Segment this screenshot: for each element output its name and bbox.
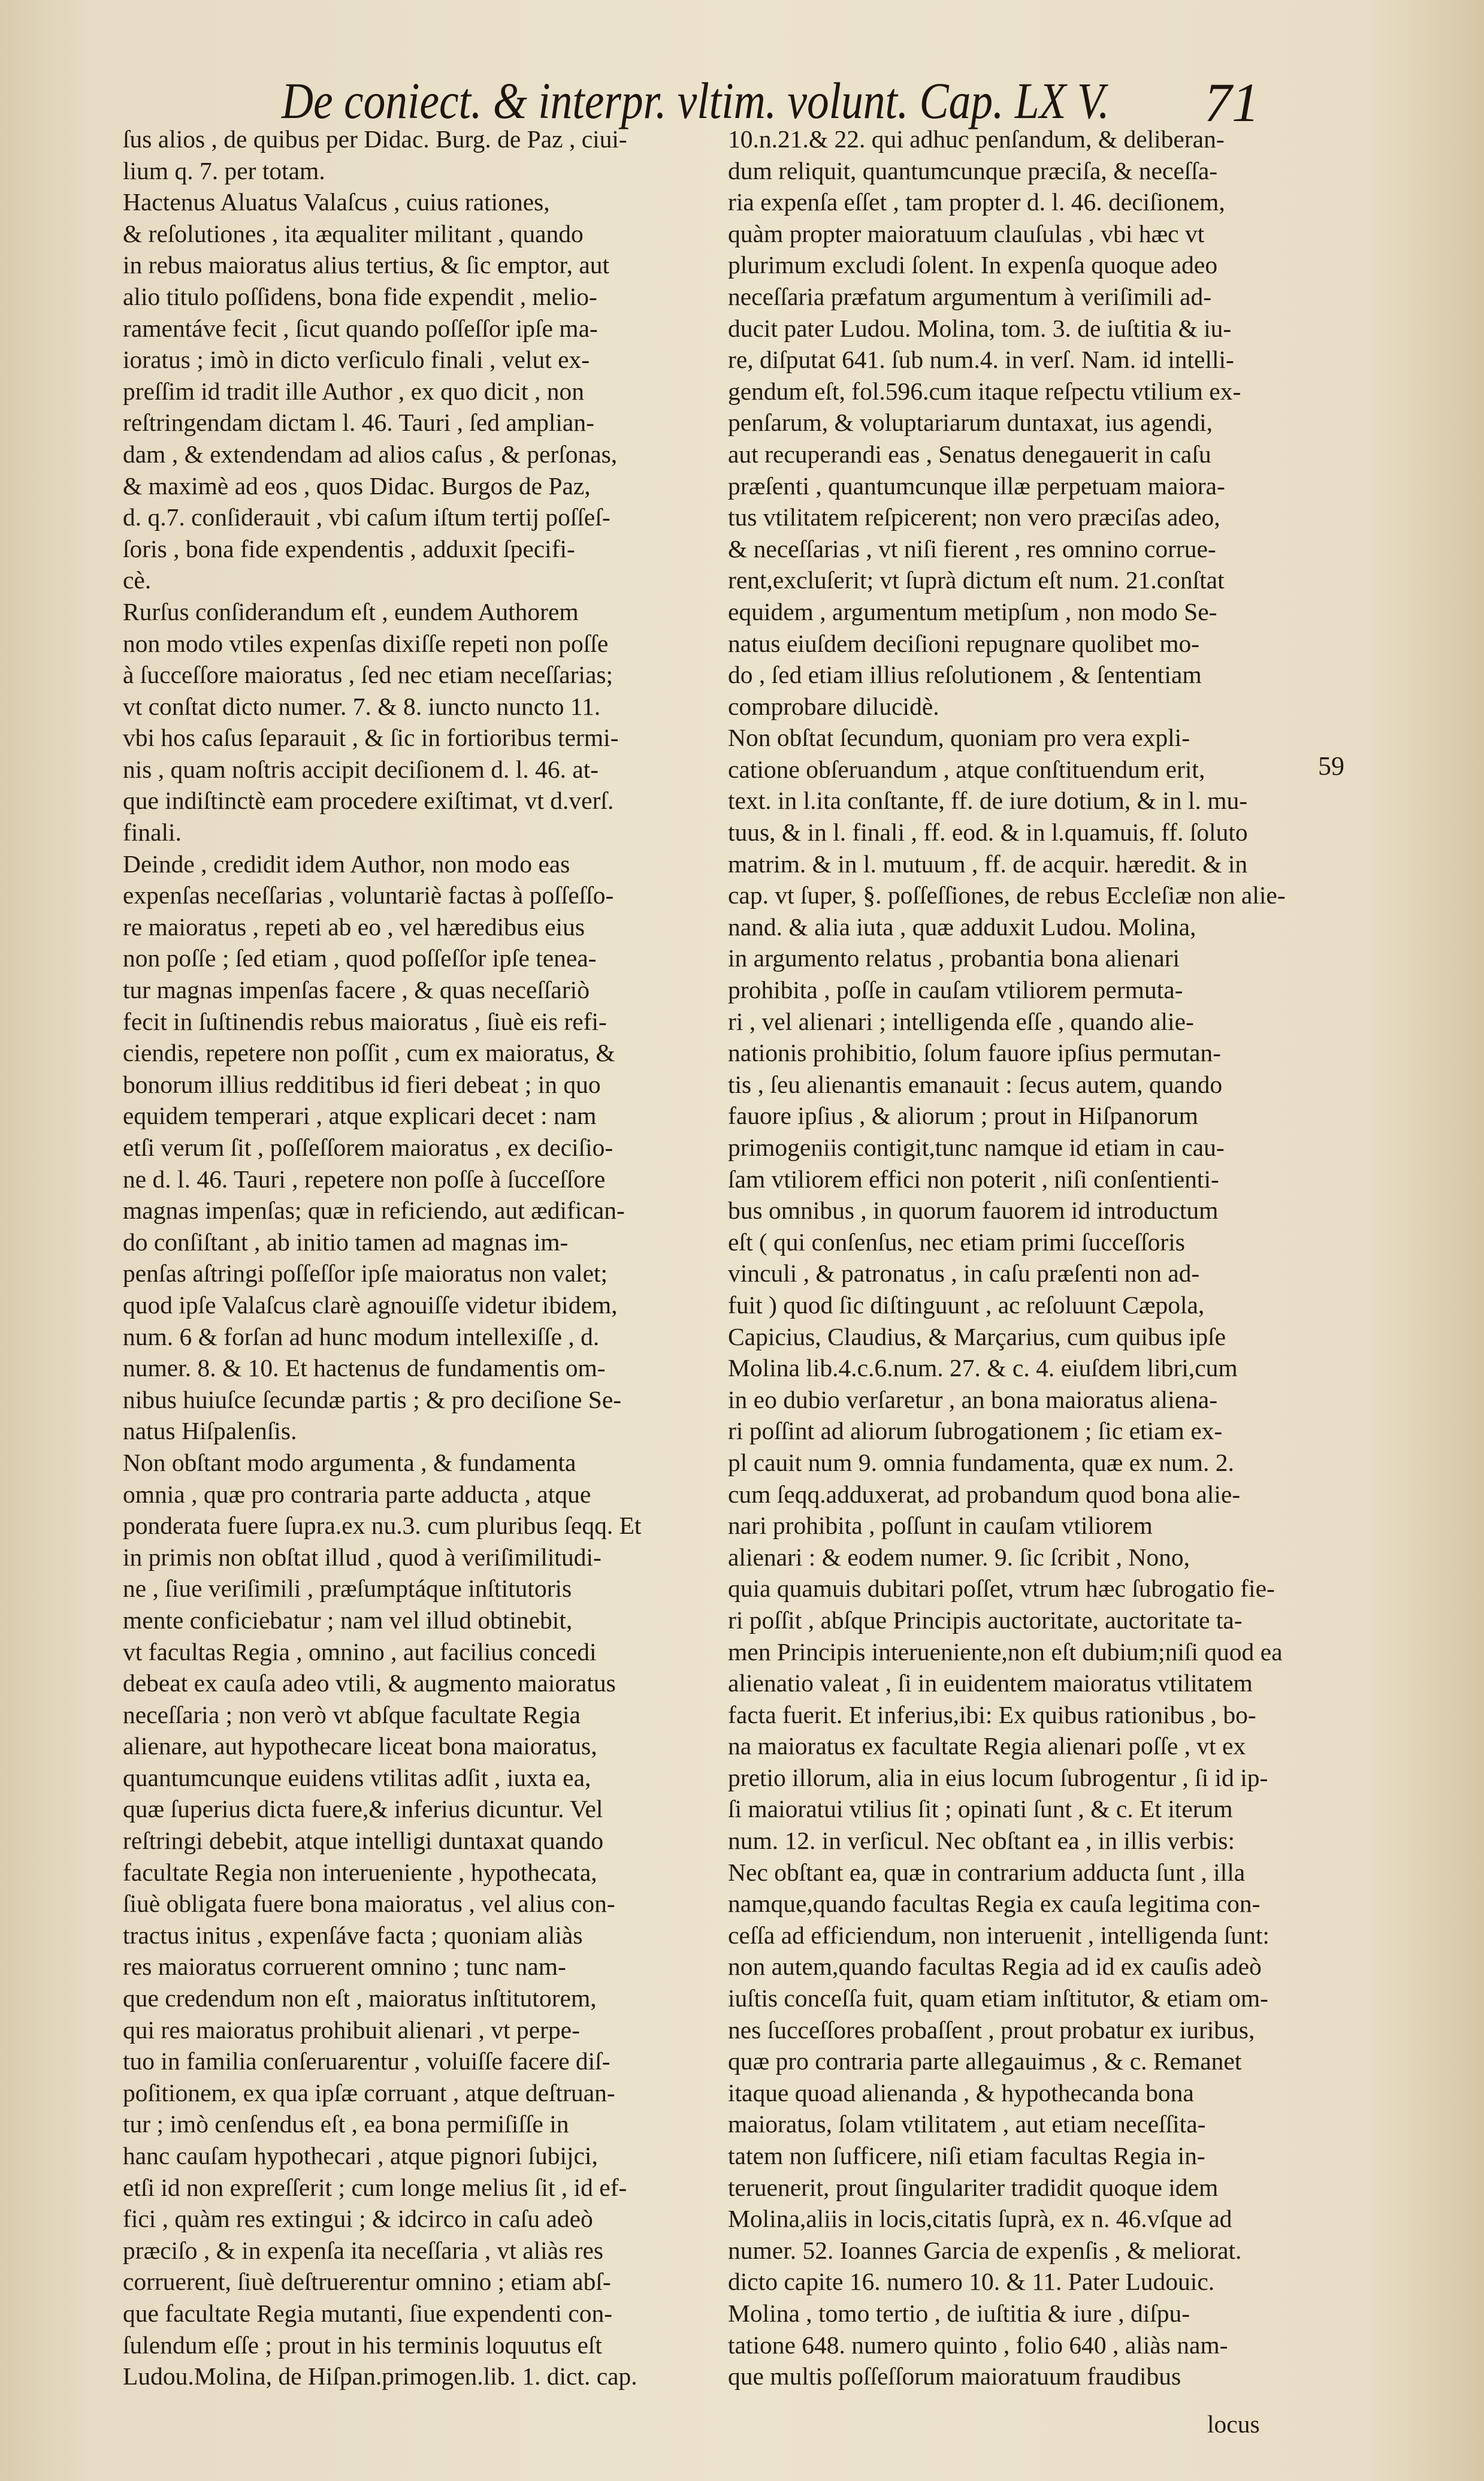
text-line: ſulendum eſſe ; prout in his terminis loquutus eſt xyxy=(123,2331,602,2359)
text-line: nis , quam noſtris accipit deciſionem d. l. 46. at- xyxy=(123,755,599,783)
text-line: nand. & alia iuta , quæ adduxit Ludou. Molina, xyxy=(728,912,1196,941)
text-line: ria expenſa eſſet , tam propter d. l. 46. deciſionem, xyxy=(728,188,1225,216)
text-line: neceſſaria ; non verò vt abſque facultate Regia xyxy=(123,1700,581,1728)
text-line: natus Hiſpalenſis. xyxy=(123,1417,297,1445)
text-line: que facultate Regia mutanti, ſiue expendenti con- xyxy=(123,2299,613,2327)
text-line: quæ ſuperius dicta fuere,& inferius dicuntur. Vel xyxy=(123,1795,603,1823)
text-line: fecit in ſuſtinendis rebus maioratus , ſiuè eis refi- xyxy=(123,1007,607,1035)
text-line: qui res maioratus prohibuit alienari , vt perpe- xyxy=(123,2015,580,2044)
text-line: etſi verum ſit , poſſeſſorem maioratus , ex deciſio- xyxy=(123,1134,613,1161)
text-line: ponderata fuere ſupra.ex nu.3. cum pluribus ſeqq. Et xyxy=(123,1512,642,1540)
text-line: tatione 648. numero quinto , folio 640 , aliàs nam- xyxy=(728,2331,1228,2359)
text-line: catione obſeruandum , atque conſtituendum erit, xyxy=(728,755,1205,783)
left-column xyxy=(123,123,686,2392)
text-line: tuus, & in l. finali , ff. eod. & in l.quamuis, ff. ſoluto xyxy=(728,818,1248,847)
text-line: vinculi , & patronatus , in caſu præſenti non ad- xyxy=(728,1259,1200,1288)
text-line: cum ſeqq.adduxerat, ad probandum quod bona alie- xyxy=(728,1480,1241,1508)
text-line: que multis poſſeſſorum maioratuum fraudibus xyxy=(728,2362,1181,2391)
text-line: poſitionem, ex qua ipſæ corruant , atque deſtruan- xyxy=(123,2078,615,2107)
text-line: nari prohibita , poſſunt in cauſam vtiliorem xyxy=(728,1512,1153,1540)
text-line: quantumcunque euidens vtilitas adſit , iuxta ea, xyxy=(123,1763,591,1791)
text-line: vt conſtat dicto numer. 7. & 8. iuncto nuncto 11. xyxy=(123,692,601,720)
text-line: cap. vt ſuper, §. poſſeſſiones, de rebus Eccleſiæ non alie- xyxy=(728,881,1286,909)
text-line: non autem,quando facultas Regia ad id ex cauſis adeò xyxy=(728,1953,1262,1981)
text-line: in rebus maioratus alius tertius, & ſic emptor, aut xyxy=(123,251,610,279)
text-line: Non obſtant modo argumenta , & fundamenta xyxy=(123,1448,576,1476)
text-line: Molina , tomo tertio , de iuſtitia & iure , diſpu- xyxy=(728,2299,1190,2327)
right-column xyxy=(728,123,1300,2392)
text-line: equidem , argumentum metipſum , non modo Se- xyxy=(728,597,1217,625)
text-line: tuo in familia conſeruarentur , voluiſſe facere diſ- xyxy=(123,2047,610,2075)
text-line: namque,quando facultas Regia ex cauſa legitima con- xyxy=(728,1890,1261,1918)
text-line: quia quamuis dubitari poſſet, vtrum hæc ſubrogatio fie- xyxy=(728,1575,1275,1603)
text-line: Ludou.Molina, de Hiſpan.primogen.lib. 1. dict. cap. xyxy=(123,2362,637,2391)
text-line: teruenerit, prout ſingulariter tradidit quoque idem xyxy=(728,2173,1219,2201)
text-line: vbi hos caſus ſeparauit , & ſic in fortioribus termi- xyxy=(123,724,619,752)
text-line: corruerent, ſiuè deſtruerentur omnino ; etiam abſ- xyxy=(123,2268,611,2296)
text-line: penſarum, & voluptariarum duntaxat, ius agendi, xyxy=(728,409,1213,437)
text-line: præſenti , quantumcunque illæ perpetuam maiora- xyxy=(728,472,1225,500)
text-line: debeat ex cauſa adeo vtili, & augmento maioratus xyxy=(123,1669,616,1697)
text-line: 10.n.21.& 22. qui adhuc penſandum, & deliberan- xyxy=(728,125,1225,153)
text-line: men Principis interueniente,non eſt dubium;niſi quod ea xyxy=(728,1637,1283,1666)
text-line: re, diſputat 641. ſub num.4. in verſ. Nam. id intelli- xyxy=(728,346,1234,374)
text-line: natus eiuſdem deciſioni repugnare quolibet mo- xyxy=(728,629,1200,657)
text-line: bonorum illius redditibus id fieri debeat ; in quo xyxy=(123,1070,601,1098)
text-line: iuſtis conceſſa fuit, quam etiam inſtitutor, & etiam om- xyxy=(728,1984,1268,2012)
text-line: ſiuè obligata fuere bona maioratus , vel alius con- xyxy=(123,1890,615,1918)
text-line: rent,excluſerit; vt ſuprà dictum eſt num. 21.conſtat xyxy=(728,566,1225,594)
text-line: ciendis, repetere non poſſit , cum ex maioratus, & xyxy=(123,1039,615,1067)
text-line: in eo dubio verſaretur , an bona maioratus aliena- xyxy=(728,1385,1218,1413)
text-line: ducit pater Ludou. Molina, tom. 3. de iuſtitia & iu- xyxy=(728,314,1232,342)
text-line: reſtringendam dictam l. 46. Tauri , ſed amplian- xyxy=(123,409,594,437)
margin-note: 59 xyxy=(1318,751,1344,781)
text-line: que credendum non eſt , maioratus inſtitutorem, xyxy=(123,1984,597,2012)
text-line: tractus initus , expenſáve facta ; quoniam aliàs xyxy=(123,1921,583,1949)
text-line: tus vtilitatem reſpicerent; non vero præciſas adeo, xyxy=(728,503,1220,531)
catchword: locus xyxy=(1207,2410,1260,2438)
text-line: expenſas neceſſarias , voluntariè factas à poſſeſſo- xyxy=(123,881,614,909)
running-title: De coniect. & interpr. vltim. volunt. Cap. LX V. xyxy=(282,72,1110,129)
text-line: gendum eſt, fol.596.cum itaque reſpectu vtilium ex- xyxy=(728,377,1241,405)
text-line: num. 12. in verſicul. Nec obſtant ea , in illis verbis: xyxy=(728,1827,1235,1855)
text-line: numer. 8. & 10. Et hactenus de fundamentis om- xyxy=(123,1354,606,1382)
text-line: d. q.7. conſiderauit , vbi caſum iſtum tertij poſſeſ- xyxy=(123,503,610,531)
text-line: tatem non ſufficere, niſi etiam facultas Regia in- xyxy=(728,2142,1205,2169)
text-line: & neceſſarias , vt niſi fierent , res omnino corrue- xyxy=(728,534,1216,563)
text-line: Non obſtat ſecundum, quoniam pro vera expli- xyxy=(728,724,1190,752)
text-line: quæ pro contraria parte allegauimus , & c. Remanet xyxy=(728,2047,1242,2075)
text-line: fuit ) quod ſic diſtinguunt , ac reſoluunt Cæpola, xyxy=(728,1291,1205,1319)
text-line: hanc cauſam hypothecari , atque pignori ſubijci, xyxy=(123,2142,598,2169)
text-line: re maioratus , repeti ab eo , vel hæredibus eius xyxy=(123,912,585,941)
text-line: neceſſaria præfatum argumentum à veriſimili ad- xyxy=(728,282,1212,310)
text-line: alienare, aut hypothecare liceat bona maioratus, xyxy=(123,1732,597,1760)
text-line: nationis prohibitio, ſolum fauore ipſius permutan- xyxy=(728,1039,1221,1067)
text-line: Molina lib.4.c.6.num. 27. & c. 4. eiuſdem libri,cum xyxy=(728,1354,1238,1382)
text-line: in argumento relatus , probantia bona alienari xyxy=(728,944,1180,972)
text-line: eſt ( qui conſenſus, nec etiam primi ſucceſſoris xyxy=(728,1228,1185,1256)
text-line: do conſiſtant , ab initio tamen ad magnas im- xyxy=(123,1228,569,1256)
text-line: penſas aſtringi poſſeſſor ipſe maioratus non valet; xyxy=(123,1259,608,1288)
text-line: ſam vtiliorem effici non poterit , niſi conſentienti- xyxy=(728,1165,1219,1193)
text-line: na maioratus ex facultate Regia alienari poſſe , vt ex xyxy=(728,1732,1246,1760)
text-line: plurimum excludi ſolent. In expenſa quoque adeo xyxy=(728,251,1218,279)
text-line: ceſſa ad efficiendum, non interuenit , intelligenda ſunt: xyxy=(728,1921,1270,1949)
text-line: itaque quoad alienanda , & hypothecanda bona xyxy=(728,2078,1194,2107)
text-line: Capicius, Claudius, & Marçarius, cum quibus ipſe xyxy=(728,1322,1226,1350)
text-line: ſi maioratui vtilius ſit ; opinati ſunt , & c. Et iterum xyxy=(728,1795,1233,1823)
text-line: ne d. l. 46. Tauri , repetere non poſſe à ſucceſſore xyxy=(123,1165,606,1193)
text-line: prohibita , poſſe in cauſam vtiliorem permuta- xyxy=(728,976,1183,1004)
text-line: matrim. & in l. mutuum , ff. de acquir. hæredit. & in xyxy=(728,850,1248,878)
text-line: alienari : & eodem numer. 9. ſic ſcribit , Nono, xyxy=(728,1543,1190,1571)
text-line: Deinde , credidit idem Author, non modo eas xyxy=(123,850,570,878)
text-line: bus omnibus , in quorum fauorem id introductum xyxy=(728,1196,1219,1225)
text-line: equidem temperari , atque explicari decet : nam xyxy=(123,1102,597,1130)
text-line: alio titulo poſſidens, bona fide expendit , melio- xyxy=(123,282,597,310)
text-line: res maioratus corruerent omnino ; tunc nam- xyxy=(123,1953,566,1981)
text-line: reſtringi debebit, atque intelligi duntaxat quando xyxy=(123,1827,604,1855)
text-line: num. 6 & forſan ad hunc modum intellexiſſe , d. xyxy=(123,1322,600,1350)
text-line: mente conficiebatur ; nam vel illud obtinebit, xyxy=(123,1606,573,1634)
text-line: Rurſus conſiderandum eſt , eundem Authorem xyxy=(123,597,579,625)
text-line: pretio illorum, alia in eius locum ſubrogentur , ſi id ip- xyxy=(728,1763,1268,1791)
text-line: dicto capite 16. numero 10. & 11. Pater Ludouic. xyxy=(728,2268,1215,2296)
text-line: finali. xyxy=(123,818,182,847)
text-line: etſi id non expreſſerit ; cum longe melius ſit , id ef- xyxy=(123,2173,627,2201)
text-line: ſus alios , de quibus per Didac. Burg. de Paz , ciui- xyxy=(123,125,627,153)
text-line: magnas impenſas; quæ in reficiendo, aut ædifican- xyxy=(123,1196,625,1225)
text-line: maioratus, ſolam vtilitatem , aut etiam neceſſita- xyxy=(728,2110,1206,2138)
text-line: facta fuerit. Et inferius,ibi: Ex quibus rationibus , bo- xyxy=(728,1700,1256,1728)
text-line: & maximè ad eos , quos Didac. Burgos de Paz, xyxy=(123,472,591,500)
text-line: tur magnas impenſas facere , & quas neceſſariò xyxy=(123,976,590,1004)
text-line: in primis non obſtat illud , quod à veriſimilitudi- xyxy=(123,1543,602,1571)
text-line: ri , vel alienari ; intelligenda eſſe , quando alie- xyxy=(728,1007,1194,1035)
text-line: vt facultas Regia , omnino , aut facilius concedi xyxy=(123,1637,597,1666)
text-line: lium q. 7. per totam. xyxy=(123,156,325,185)
text-line: non poſſe ; ſed etiam , quod poſſeſſor ipſe tenea- xyxy=(123,944,597,972)
text-line: numer. 52. Ioannes Garcia de expenſis , & meliorat. xyxy=(728,2236,1242,2264)
text-line: cè. xyxy=(123,566,152,594)
text-line: facultate Regia non interueniente , hypothecata, xyxy=(123,1858,597,1886)
text-line: ſoris , bona fide expendentis , adduxit ſpecifi- xyxy=(123,534,575,563)
text-line: omnia , quæ pro contraria parte adducta , atque xyxy=(123,1480,591,1508)
text-line: fauore ipſius , & aliorum ; prout in Hiſpanorum xyxy=(728,1102,1198,1130)
text-line: text. in l.ita conſtante, ff. de iure dotium, & in l. mu- xyxy=(728,787,1248,815)
text-line: fici , quàm res extingui ; & idcirco in caſu adeò xyxy=(123,2205,593,2233)
text-line: præciſo , & in expenſa ita neceſſaria , vt aliàs res xyxy=(123,2236,604,2264)
text-line: pl cauit num 9. omnia fundamenta, quæ ex num. 2. xyxy=(728,1448,1234,1476)
text-line: Nec obſtant ea, quæ in contrarium adducta ſunt , illa xyxy=(728,1858,1246,1886)
text-line: aut recuperandi eas , Senatus denegauerit in caſu xyxy=(728,440,1211,468)
text-line: & reſolutiones , ita æqualiter militant , quando xyxy=(123,219,584,247)
text-line: Molina,aliis in locis,citatis ſuprà, ex n. 46.vſque ad xyxy=(728,2205,1232,2233)
text-line: ramentáve fecit , ſicut quando poſſeſſor ipſe ma- xyxy=(123,314,598,342)
text-line: primogeniis contigit,tunc namque id etiam in cau- xyxy=(728,1134,1225,1161)
text-line: Hactenus Aluatus Valaſcus , cuius rationes, xyxy=(123,188,550,216)
text-line: ioratus ; imò in dicto verſiculo finali , velut ex- xyxy=(123,346,590,374)
text-line: que indiſtinctè eam procedere exiſtimat, vt d.verſ. xyxy=(123,787,614,815)
text-line: alienatio valeat , ſi in euidentem maioratus vtilitatem xyxy=(728,1669,1253,1697)
text-line: dam , & extendendam ad alios caſus , & perſonas, xyxy=(123,440,618,468)
text-line: nibus huiuſce ſecundæ partis ; & pro deciſione Se- xyxy=(123,1385,622,1413)
page-number: 71 xyxy=(1204,72,1259,133)
text-line: dum reliquit, quantumcunque præciſa, & neceſſa- xyxy=(728,156,1218,185)
text-line: ne , ſiue veriſimili , præſumptáque inſtitutoris xyxy=(123,1575,572,1603)
text-line: nes ſucceſſores probaſſent , prout probatur ex iuribus, xyxy=(728,2015,1255,2044)
text-line: comprobare dilucidè. xyxy=(728,692,939,720)
text-line: ri poſſit , abſque Principis auctoritate, auctoritate ta- xyxy=(728,1606,1243,1634)
text-line: tis , ſeu alienantis emanauit : ſecus autem, quando xyxy=(728,1070,1223,1098)
text-line: ri poſſint ad aliorum ſubrogationem ; ſic etiam ex- xyxy=(728,1417,1223,1445)
text-line: à ſucceſſore maioratus , ſed nec etiam neceſſarias; xyxy=(123,661,613,689)
text-line: preſſim id tradit ille Author , ex quo dicit , non xyxy=(123,377,584,405)
text-line: quod ipſe Valaſcus clarè agnouiſſe videtur ibidem, xyxy=(123,1291,618,1319)
text-line: non modo vtiles expenſas dixiſſe repeti non poſſe xyxy=(123,629,609,657)
text-line: do , ſed etiam illius reſolutionem , & ſententiam xyxy=(728,661,1202,689)
text-line: quàm propter maioratuum clauſulas , vbi hæc vt xyxy=(728,219,1205,247)
text-line: tur ; imò cenſendus eſt , ea bona permiſiſſe in xyxy=(123,2110,569,2138)
